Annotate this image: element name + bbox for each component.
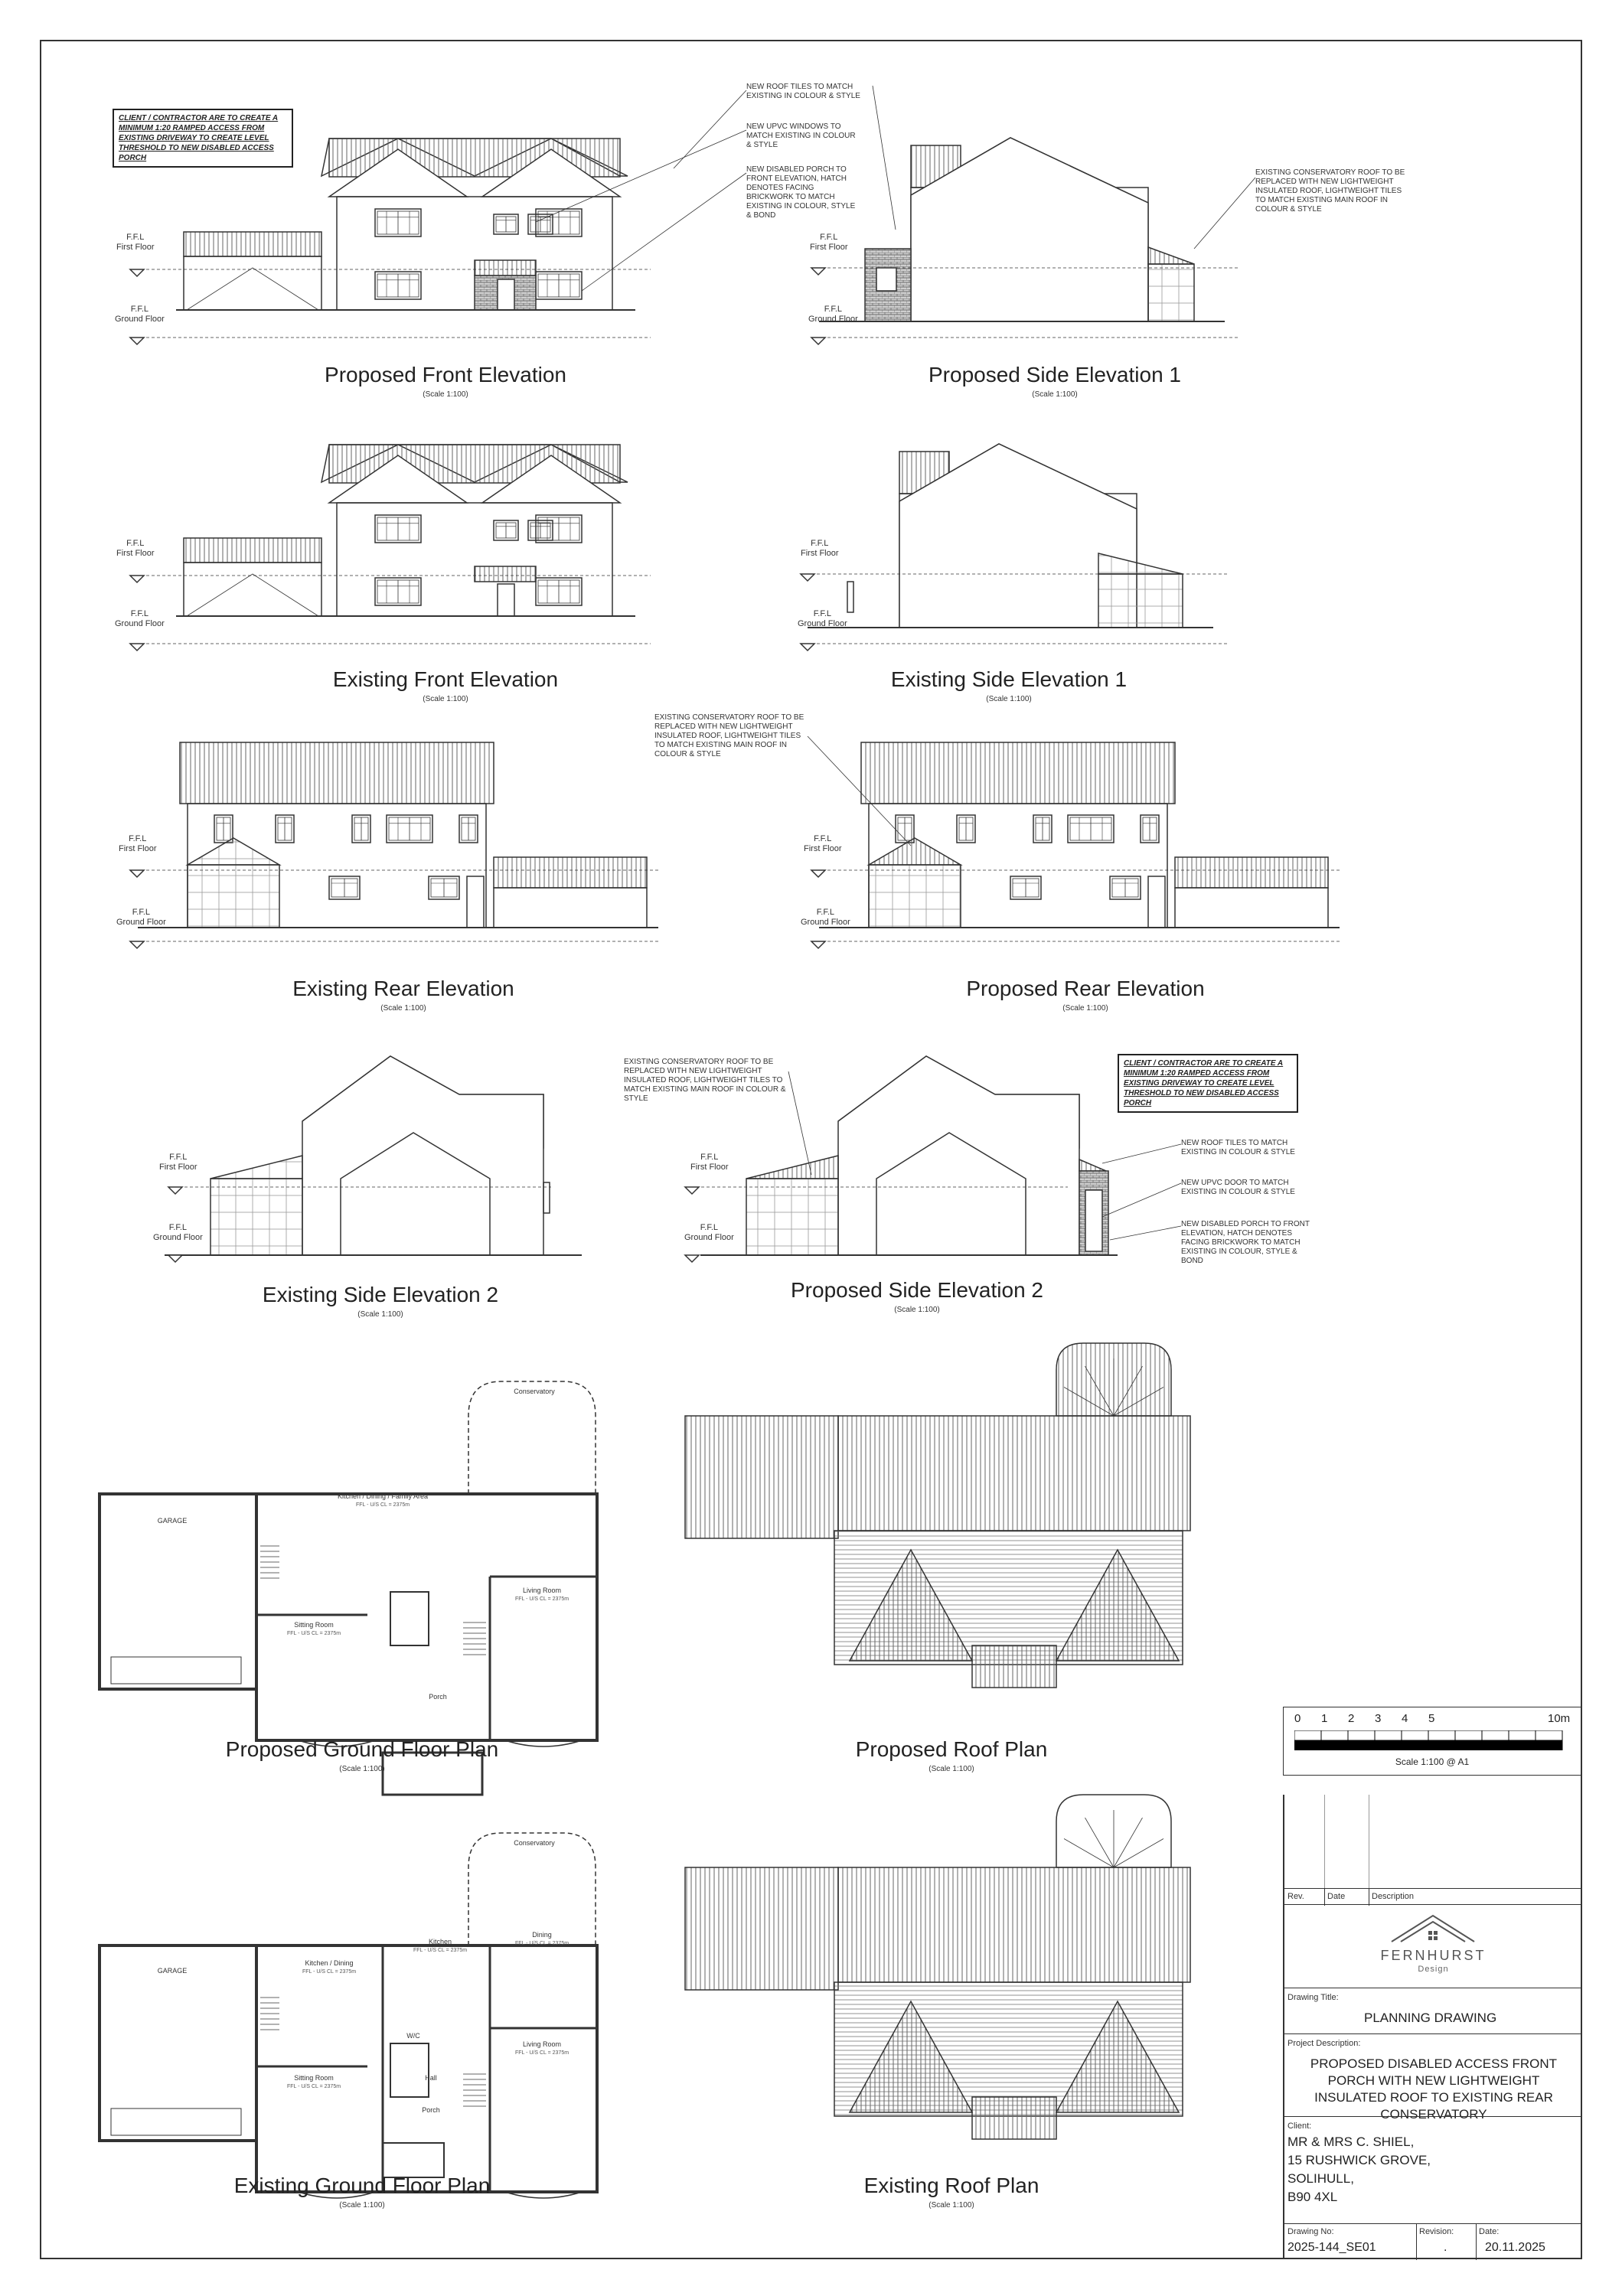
conservatory-glazing [869,865,961,928]
scale-segment [1455,1730,1482,1740]
client-label: Client: [1287,2122,1312,2131]
existing-front-elevation [176,445,635,616]
room-ffl-l-existing: FFL - U/S CL = 2375m [514,2050,569,2056]
note-conservatory-rear: EXISTING CONSERVATORY ROOF TO BE REPLACED WITH NEW LIGHTWEIGHT INSULATED ROOF, LIGHTWEIGHT TILES TO MATCH EXISTING MAIN ROOF IN COLOUR & STYLE [654,713,804,758]
porch-roof [1079,1159,1106,1171]
level-ground-existing-side1 [801,644,1229,651]
room-ffl-kitchen-proposed: FFL - U/S CL = 2375m [355,1502,410,1508]
window-gf-right [536,578,582,605]
garage-wall-rear [494,888,647,928]
roof-conservatory [1056,1343,1171,1416]
scale-segment [1482,1740,1509,1750]
garage-door-plan [111,2108,241,2135]
garage-roof-rear [494,857,647,888]
rear-window-4 [1068,815,1114,843]
room-living-proposed: Living Room [522,1587,562,1594]
client-address-1: 15 RUSHWICK GROVE, [1287,2153,1431,2167]
scale-existing-roof-plan: (Scale 1:100) [928,2201,974,2210]
roof-conservatory [1056,1795,1171,1867]
room-porch-proposed: Porch [429,1693,447,1701]
room-conservatory-existing: Conservatory [514,1839,555,1847]
room-hall-existing: Hall [425,2074,437,2082]
proposed-side-elevation-1 [819,138,1225,321]
scale-segment [1402,1740,1428,1750]
scale-proposed-side-elevation-1: (Scale 1:100) [1032,390,1078,399]
scale-existing-rear-elevation: (Scale 1:100) [380,1004,426,1013]
scale-segment [1321,1740,1348,1750]
title-proposed-side-elevation-2: Proposed Side Elevation 2 [791,1278,1043,1302]
client-name: MR & MRS C. SHIEL, [1287,2135,1415,2149]
leader-porch-side2 [1110,1226,1181,1240]
title-existing-side-elevation-1: Existing Side Elevation 1 [890,667,1128,691]
room-sitting-proposed: Sitting Room [294,1621,334,1629]
client-address-3: B90 4XL [1287,2190,1338,2204]
scale-segment [1375,1740,1402,1750]
room-conservatory-proposed: Conservatory [514,1388,555,1395]
leader-conservatory-side2 [788,1071,811,1175]
level-arrow [685,1255,699,1262]
level-arrow [130,941,144,948]
rear-window-3 [1033,815,1052,843]
leader-conservatory-side1 [1194,178,1255,249]
window-f1-right [536,209,582,236]
level-gf-pr: F.F.L Ground Floor [801,908,850,927]
scale-bar [1283,1707,1582,1776]
project-description-label: Project Description: [1287,2039,1361,2048]
existing-ground-floor-plan [100,1833,597,2198]
conservatory-glazing [1148,264,1194,321]
rear-window-1 [896,815,914,843]
rev-header: Rev. [1287,1892,1304,1901]
room-kitchen-family-proposed: Kitchen / Dining / Family Area [337,1492,429,1500]
room-garage-proposed: GARAGE [157,1517,188,1525]
level-gf-es2: F.F.L Ground Floor [153,1223,203,1242]
proposed-rear-elevation [819,742,1340,928]
level-arrow [130,576,144,582]
scale-segment [1294,1740,1321,1750]
title-proposed-rear-elevation: Proposed Rear Elevation [966,977,1205,1000]
rear-window-3 [352,815,370,843]
room-ffl-k-existing: FFL - U/S CL = 2375m [413,1948,468,1953]
level-arrow [130,338,144,344]
scale-segment [1509,1730,1536,1740]
scale-segment [1455,1740,1482,1750]
garage-walls [100,1945,256,2141]
roof-garage-left [685,1416,838,1538]
rear-window-5 [1141,815,1159,843]
rear-window-7 [429,876,459,899]
level-gf-es1: F.F.L Ground Floor [798,609,847,628]
level-arrow [130,644,144,651]
level-arrow [130,269,144,276]
rear-window-2 [957,815,975,843]
leader-roof-side2 [1102,1144,1181,1163]
conservatory-roof [1148,247,1194,264]
level-ffl-ef: F.F.L First Floor [116,539,155,558]
title-existing-roof-plan: Existing Roof Plan [863,2174,1039,2197]
title-block [1283,1795,1582,2259]
existing-side-elevation-2 [165,1056,582,1255]
scale-proposed-rear-elevation: (Scale 1:100) [1062,1004,1108,1013]
room-ffl-s-existing: FFL - U/S CL = 2375m [286,2084,341,2089]
company-logo [1284,1906,1582,1988]
drawing-number-value: 2025-144_SE01 [1287,2241,1376,2254]
garage-door-plan [111,1657,241,1684]
title-existing-ground-floor-plan: Existing Ground Floor Plan [233,2174,491,2197]
leader-roof-tiles-side [873,86,896,230]
porch-side-window [876,268,896,291]
title-existing-front-elevation: Existing Front Elevation [332,667,559,691]
room-ffl-kd-existing: FFL - U/S CL = 2375m [302,1969,357,1975]
room-garage-existing: GARAGE [157,1967,188,1975]
window-f1-mid1 [494,214,518,234]
scale-segment [1321,1730,1348,1740]
side2-wall [838,1056,1079,1255]
rear-window-7 [1110,876,1141,899]
rear-window-2 [276,815,294,843]
client-address-2: SOLIHULL, [1287,2171,1354,2186]
rear-window-6 [329,876,360,899]
scale-proposed-roof-plan: (Scale 1:100) [928,1765,974,1773]
title-proposed-side-elevation-1: Proposed Side Elevation 1 [928,363,1181,386]
rear-window-5 [459,815,478,843]
level-first-existing-front [130,576,651,582]
scale-tick-2: 2 [1348,1712,1355,1725]
project-description-cell [1284,2033,1582,2122]
house-walls [256,1945,597,2192]
rear-window-1 [214,815,233,843]
client-contractor-note-side2: CLIENT / CONTRACTOR ARE TO CREATE A MINIMUM 1:20 RAMPED ACCESS FROM EXISTING DRIVEWAY TO CREATE LEVEL THRESHOLD TO NEW DISABLED ACCESS PORCH [1118,1054,1298,1113]
window-f1-mid1 [494,520,518,540]
window-f1-left [375,515,421,543]
title-existing-side-elevation-2: Existing Side Elevation 2 [262,1283,499,1306]
logo-subtitle: Design [1418,1965,1449,1974]
revision-value: . [1444,2241,1447,2254]
scale-existing-side-elevation-1: (Scale 1:100) [986,695,1032,703]
note-conservatory-side2: EXISTING CONSERVATORY ROOF TO BE REPLACED WITH NEW LIGHTWEIGHT INSULATED ROOF, LIGHTWEIGHT TILES TO MATCH EXISTING MAIN ROOF IN COLOUR & STYLE [624,1058,786,1103]
scale-segment [1509,1740,1536,1750]
scale-bar-graphic [1294,1730,1570,1750]
level-gf-ef: F.F.L Ground Floor [115,609,165,628]
level-ground-existing-side2 [168,1255,551,1262]
porch-canopy [475,566,536,582]
scale-segment [1428,1730,1455,1740]
title-existing-rear-elevation: Existing Rear Elevation [292,977,514,1000]
conservatory-roof [869,838,961,865]
level-gf-er: F.F.L Ground Floor [116,908,166,927]
scale-segment [1294,1730,1321,1740]
roof-porch [972,1645,1056,1688]
porch-roof [475,260,536,276]
porch-door [498,279,514,310]
room-dining-existing: Dining [532,1931,552,1939]
drawing-title-label: Drawing Title: [1287,1993,1339,2002]
room-kitchen-dining-existing: Kitchen / Dining [305,1959,354,1967]
scale-proposed-ground-floor-plan: (Scale 1:100) [339,1765,385,1773]
scale-tick-5: 5 [1428,1712,1435,1725]
level-arrow [811,941,825,948]
title-proposed-roof-plan: Proposed Roof Plan [855,1737,1048,1761]
room-porch-existing: Porch [422,2106,440,2114]
room-wc-existing: W/C [406,2032,420,2040]
scale-tick-1: 1 [1321,1712,1328,1725]
title-proposed-ground-floor-plan: Proposed Ground Floor Plan [225,1737,499,1761]
rear-window-6 [1010,876,1041,899]
scale-tick-4: 4 [1402,1712,1408,1725]
scale-tick-3: 3 [1375,1712,1382,1725]
drawing-title-cell [1284,1988,1582,2033]
scale-tick-10: 10m [1548,1712,1571,1725]
rear-roof [180,742,494,804]
logo-name: FERNHURST [1380,1948,1487,1963]
scale-tick-0: 0 [1294,1712,1301,1725]
leader-roof-tiles [674,90,746,168]
scale-proposed-front-elevation: (Scale 1:100) [423,390,468,399]
existing-rear-elevation [138,742,658,928]
conservatory-outline [468,1833,596,1945]
garage-door-lines [187,268,318,310]
window-f1-left [375,209,421,236]
conservatory-rafter [1085,1818,1115,1867]
drawing-number-row [1284,2223,1582,2259]
level-ffl-ps1: F.F.L First Floor [810,233,848,252]
title-proposed-front-elevation: Proposed Front Elevation [325,363,566,386]
conservatory-rafter [1064,1839,1114,1868]
roof-main-top [838,1416,1190,1531]
room-sitting-existing: Sitting Room [294,2074,334,2082]
garage-wall [184,563,321,616]
scale-segment [1402,1730,1428,1740]
room-ffl-living-proposed: FFL - U/S CL = 2375m [514,1596,569,1602]
conservatory-roof [211,1156,302,1179]
conservatory-glazing [211,1179,302,1255]
level-arrow [811,268,825,275]
proposed-roof-plan [685,1343,1190,1688]
drawing-number-label: Drawing No: [1287,2227,1334,2236]
level-ground-proposed-side2 [685,1255,1068,1262]
garage-roof [184,538,321,563]
conservatory-roof [1098,553,1183,574]
level-ground-proposed-side1 [811,338,1240,344]
scale-proposed-side-elevation-2: (Scale 1:100) [894,1306,940,1314]
conservatory-rafter [1114,1839,1163,1868]
level-ffl-pf1: F.F.L First Floor [116,233,155,252]
date-label: Date: [1479,2227,1500,2236]
scale-existing-ground-floor-plan: (Scale 1:100) [339,2201,385,2210]
garage-wall [184,256,321,310]
side2-wall [302,1056,543,1255]
level-ffl-er: F.F.L First Floor [119,834,157,853]
garage-door-lines [187,574,318,616]
rear-door [1148,876,1165,928]
scale-segment [1428,1740,1455,1750]
conservatory-glazing [1098,574,1183,628]
house-wall [337,503,612,616]
level-ffl-pr: F.F.L First Floor [804,834,842,853]
window-gf-right [536,272,582,299]
window-f1-right [536,515,582,543]
conservatory-glazing [188,865,279,928]
conservatory-roof [746,1156,838,1179]
date-header: Date [1327,1892,1346,1901]
level-arrow [168,1255,182,1262]
level-ffl-es2: F.F.L First Floor [159,1153,197,1172]
wc-block [390,2043,429,2097]
level-arrow [801,644,814,651]
note-porch-front: NEW DISABLED PORCH TO FRONT ELEVATION, HATCH DENOTES FACING BRICKWORK TO MATCH EXISTING IN COLOUR, STYLE & BOND [746,165,856,220]
scale-segment [1482,1730,1509,1740]
level-ground-existing-rear [130,941,658,948]
rear-window-4 [387,815,432,843]
existing-side-elevation-1 [808,444,1213,628]
project-description-value: PROPOSED DISABLED ACCESS FRONT PORCH WITH NEW LIGHTWEIGHT INSULATED ROOF TO EXISTING REAR CONSERVATORY [1310,2056,1558,2122]
level-ffl-es1: F.F.L First Floor [801,539,839,558]
scale-existing-side-elevation-2: (Scale 1:100) [357,1310,403,1319]
client-cell [1284,2116,1582,2223]
roof-logo-icon [1390,1913,1476,1943]
level-gf-ps1: F.F.L Ground Floor [808,305,858,324]
revision-label: Revision: [1419,2227,1454,2236]
revision-grid [1284,1795,1582,1888]
scale-segment [1375,1730,1402,1740]
revision-header-row [1284,1888,1582,1905]
scale-segment [1536,1740,1562,1750]
level-gf-ps2: F.F.L Ground Floor [684,1223,734,1242]
level-arrow [811,870,825,877]
roof-porch [972,2097,1056,2139]
scale-segment [1348,1730,1375,1740]
scale-existing-front-elevation: (Scale 1:100) [423,695,468,703]
note-porch-side2: NEW DISABLED PORCH TO FRONT ELEVATION, HATCH DENOTES FACING BRICKWORK TO MATCH EXISTING IN COLOUR, STYLE & BOND [1181,1220,1310,1265]
garage-roof [184,232,321,256]
note-roof-tiles-front: NEW ROOF TILES TO MATCH EXISTING IN COLOUR & STYLE [746,83,860,100]
porch-existing [383,2143,444,2177]
level-ground-proposed-front [130,338,651,344]
note-door-side2: NEW UPVC DOOR TO MATCH EXISTING IN COLOUR & STYLE [1181,1179,1295,1196]
level-arrow [801,574,814,581]
level-ffl-ps2: F.F.L First Floor [690,1153,729,1172]
level-arrow [168,1187,182,1194]
level-ground-proposed-rear [811,941,1340,948]
porch-door [1085,1190,1102,1251]
room-living-existing: Living Room [522,2040,562,2048]
client-contractor-note-front: CLIENT / CONTRACTOR ARE TO CREATE A MINIMUM 1:20 RAMPED ACCESS FROM EXISTING DRIVEWAY TO CREATE LEVEL THRESHOLD TO NEW DISABLED ACCESS PORCH [113,109,293,168]
conservatory-rafter [1114,1818,1143,1867]
garage-wall-rear [1175,888,1328,928]
date-value: 20.11.2025 [1485,2241,1545,2254]
level-arrow [811,338,825,344]
note-conservatory-side1: EXISTING CONSERVATORY ROOF TO BE REPLACED WITH NEW LIGHTWEIGHT INSULATED ROOF, LIGHTWEIGHT TILES TO MATCH EXISTING MAIN ROOF IN COLOUR & STYLE [1255,168,1405,214]
side-door-edge [847,582,853,612]
level-first-proposed-front [130,269,651,276]
level-arrow [130,870,144,877]
note-windows-front: NEW UPVC WINDOWS TO MATCH EXISTING IN COLOUR & STYLE [746,122,856,149]
roof-garage-left [685,1867,838,1990]
scale-segment [1348,1740,1375,1750]
room-kitchen-existing: Kitchen [428,1938,452,1945]
level-ground-existing-front [130,644,651,651]
conservatory-roof [188,838,279,865]
front-door [498,584,514,616]
level-gf-pf: F.F.L Ground Floor [115,305,165,324]
description-header: Description [1372,1892,1415,1901]
rear-door [467,876,484,928]
garage-roof-rear [1175,857,1328,888]
room-ffl-d-existing: FFL - U/S CL = 2375m [514,1941,569,1946]
level-arrow [685,1187,699,1194]
roof-main-top [838,1867,1190,1982]
scale-segment [1536,1730,1562,1740]
conservatory-outline [468,1381,596,1494]
existing-roof-plan [685,1795,1190,2139]
scale-bar-label: Scale 1:100 @ A1 [1395,1756,1470,1767]
window-gf-left [375,578,421,605]
rear-roof [861,742,1175,804]
wc-block [390,1592,429,1645]
window-gf-left [375,272,421,299]
drawing-title-value: PLANNING DRAWING [1364,2011,1497,2025]
conservatory-glazing [746,1179,838,1255]
room-ffl-sitting-proposed: FFL - U/S CL = 2375m [286,1631,341,1636]
house-walls [256,1494,597,1740]
note-roof-tiles-side2: NEW ROOF TILES TO MATCH EXISTING IN COLOUR & STYLE [1181,1139,1295,1156]
leader-door-side2 [1102,1183,1181,1217]
